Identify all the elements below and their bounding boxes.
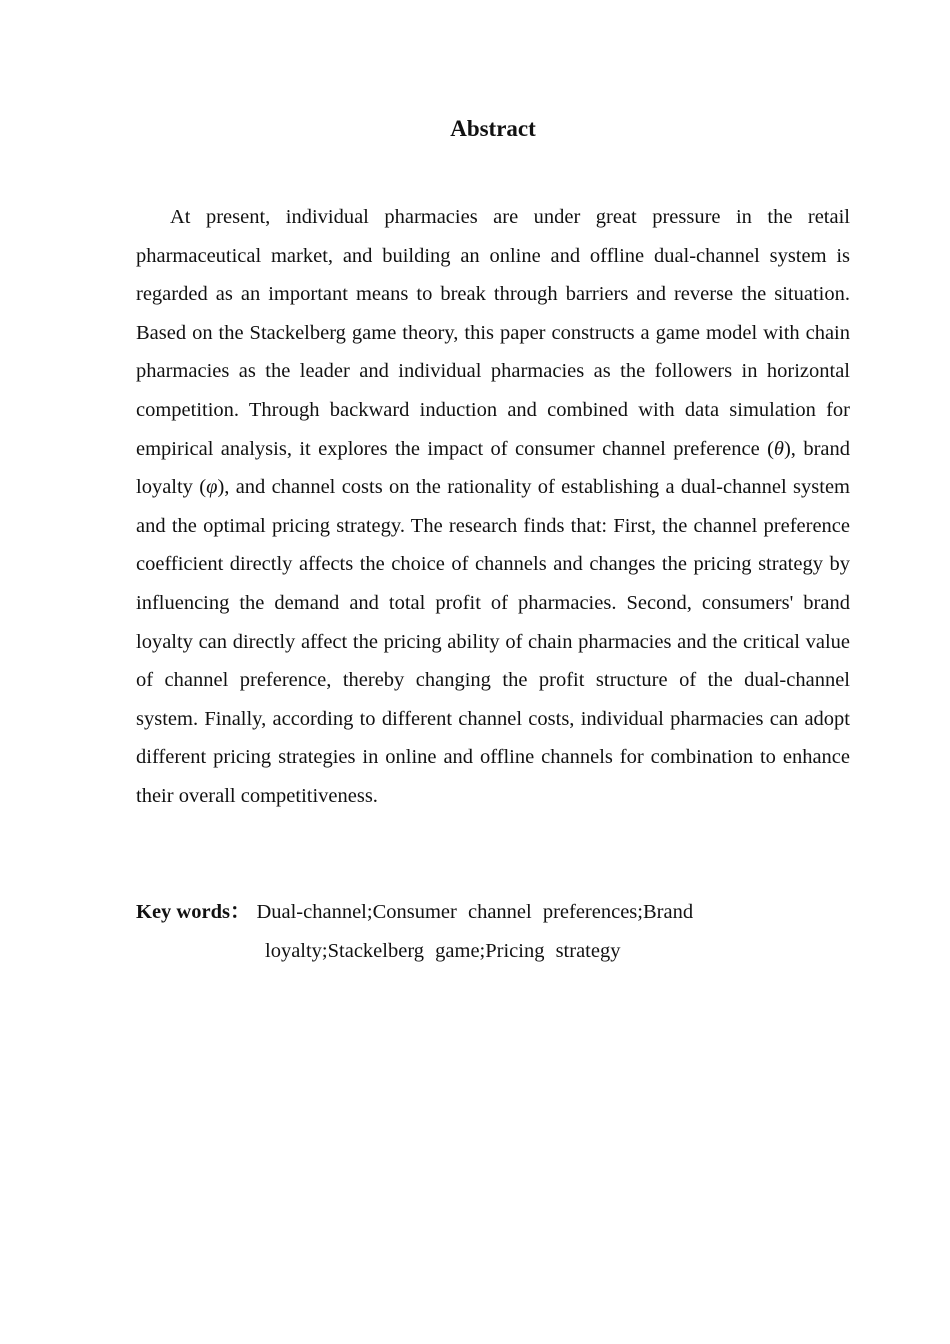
keywords-line-1 — [136, 893, 693, 932]
theta-symbol: θ — [773, 437, 784, 460]
phi-symbol: φ — [206, 476, 218, 499]
abstract-title: Abstract — [450, 116, 536, 141]
abstract-text-part3: ), and channel costs on the rationality of establishing a dual-channel system and the optimal pricing strategy. The research finds that: First, the channel preference coefficient directly affects the choice of channels and changes the pricing strategy by influencing the demand and total profit of pharmacies. Second, consumers' brand loyalty can directly affect the pricing ability of chain pharmacies and the critical value of channel preference, thereby changing the profit structure of the dual-channel system. Finally, according to different channel costs, individual pharmacies can adopt different pricing strategies in online and offline channels for combination to enhance their overall competitiveness. — [136, 476, 850, 807]
abstract-text-part1: At present, individual pharmacies are under great pressure in the retail pharmaceutical market, and building an online and offline dual-channel system is regarded as an important means to break through barriers and reverse the situation. Based on the Stackelberg game theory, this paper constructs a game model with chain pharmacies as the leader and individual pharmacies as the followers in horizontal competition. Through backward induction and combined with data simulation for empirical analysis, it explores the impact of consumer channel preference ( — [136, 206, 850, 460]
abstract-text-part2: ), brand loyalty ( — [136, 437, 850, 499]
keywords-text-line-2: loyalty;Stackelberg game;Pricing strategy — [265, 939, 621, 962]
keywords-text-line-1: Dual-channel;Consumer channel preferences;Brand — [256, 901, 694, 923]
abstract-paragraph — [136, 198, 850, 816]
keywords-label: Key words： — [136, 901, 251, 923]
